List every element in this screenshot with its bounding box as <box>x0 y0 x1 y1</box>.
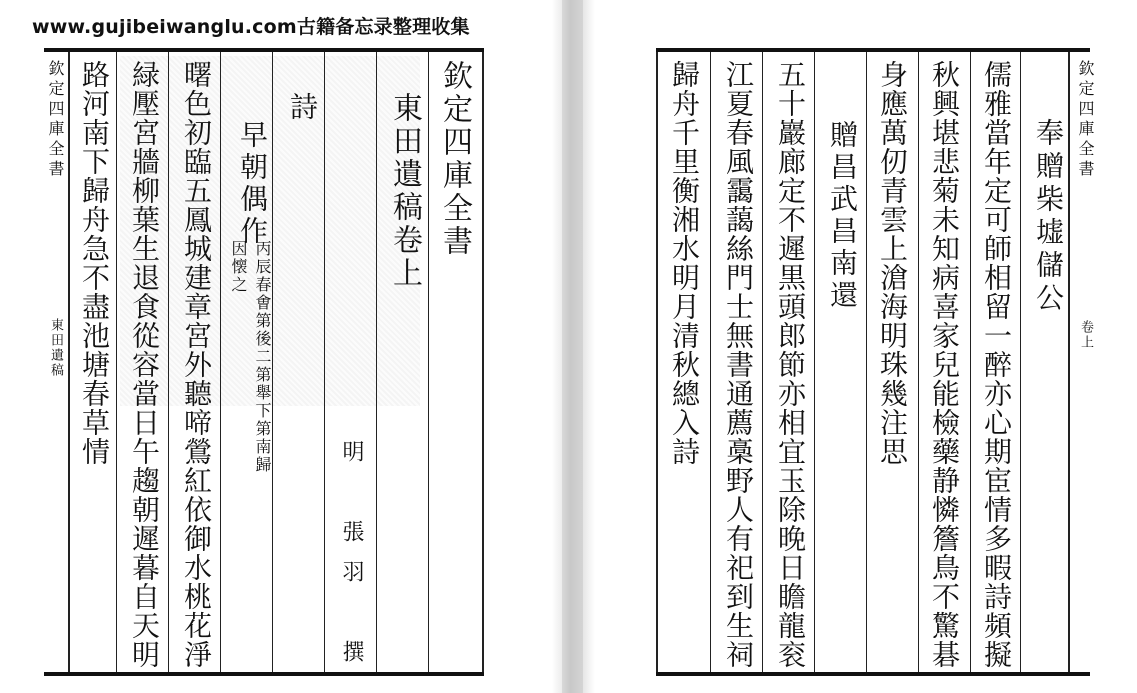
gutter-shadow-right <box>583 0 595 693</box>
left-margin-book: 東田遺稿 <box>48 318 63 378</box>
right-margin-volume: 卷上 <box>1078 320 1093 350</box>
left-right-border <box>482 52 484 672</box>
right-col-rule <box>866 52 867 672</box>
right-col-rule <box>762 52 763 672</box>
book-title: 欽定四庫全書 <box>437 60 472 258</box>
right-col-rule <box>918 52 919 672</box>
poem-title: 奉贈柴墟儲公 <box>1032 118 1065 316</box>
poem-line: 歸舟千里衡湘水明月清秋總入詩 <box>668 60 701 466</box>
poem-line: 身應萬仞青雲上滄海明珠幾注思 <box>876 60 909 466</box>
poem-line: 路河南下歸舟急不盡池塘春草情 <box>78 60 111 466</box>
section-heading: 詩 <box>286 92 319 120</box>
left-col-rule <box>324 52 325 672</box>
left-col-rule <box>220 52 221 672</box>
watermark: www.gujibeiwanglu.com古籍备忘录整理收集 <box>32 16 470 38</box>
right-margin-title: 欽定四庫全書 <box>1076 60 1095 180</box>
volume-title: 東田遺稿卷上 <box>387 92 422 290</box>
poem-title: 早朝偶作 <box>236 120 269 248</box>
right-col-rule <box>970 52 971 672</box>
right-bottom-rule <box>656 672 1090 676</box>
poem-line: 秋興堪悲菊未知病喜家兒能檢藥静憐簷鳥不驚碁 <box>928 60 961 669</box>
left-col-rule <box>116 52 117 672</box>
author-line: 明 張羽 撰 <box>339 440 364 680</box>
left-bottom-rule <box>44 672 484 676</box>
right-margin-border <box>1068 52 1070 672</box>
poem-line: 五十巖廊定不遲黒頭郎節亦相宜玉除晚日瞻龍衮 <box>774 60 807 669</box>
poem-line: 曙色初臨五鳳城建章宮外聽啼鶯紅依御水桃花淨 <box>180 60 213 669</box>
right-col-rule <box>1020 52 1021 672</box>
right-col-rule <box>814 52 815 672</box>
left-col-rule <box>376 52 377 672</box>
page-gutter <box>562 0 583 693</box>
left-margin-title: 欽定四庫全書 <box>46 60 65 180</box>
poem-line: 江夏春風靄藹絲門士無書通薦槀野人有祀到生祠 <box>722 60 755 669</box>
poem-note: 丙辰春㑹第後二第舉下第南歸因懐之 <box>229 240 272 474</box>
left-margin-border <box>68 52 70 672</box>
left-top-rule <box>44 48 484 52</box>
right-top-rule <box>656 48 1090 52</box>
left-col-rule <box>428 52 429 672</box>
poem-line: 緑壓宮牆柳葉生退食從容當日午趨朝遲暮自天明 <box>128 60 161 669</box>
gutter-shadow-left <box>552 0 562 693</box>
right-left-border <box>656 52 658 672</box>
poem-title: 贈昌武昌南還 <box>826 120 859 312</box>
left-col-rule <box>168 52 169 672</box>
poem-line: 儒雅當年定可師相留一醉亦心期宦情多暇詩頻擬 <box>980 60 1013 669</box>
right-col-rule <box>710 52 711 672</box>
